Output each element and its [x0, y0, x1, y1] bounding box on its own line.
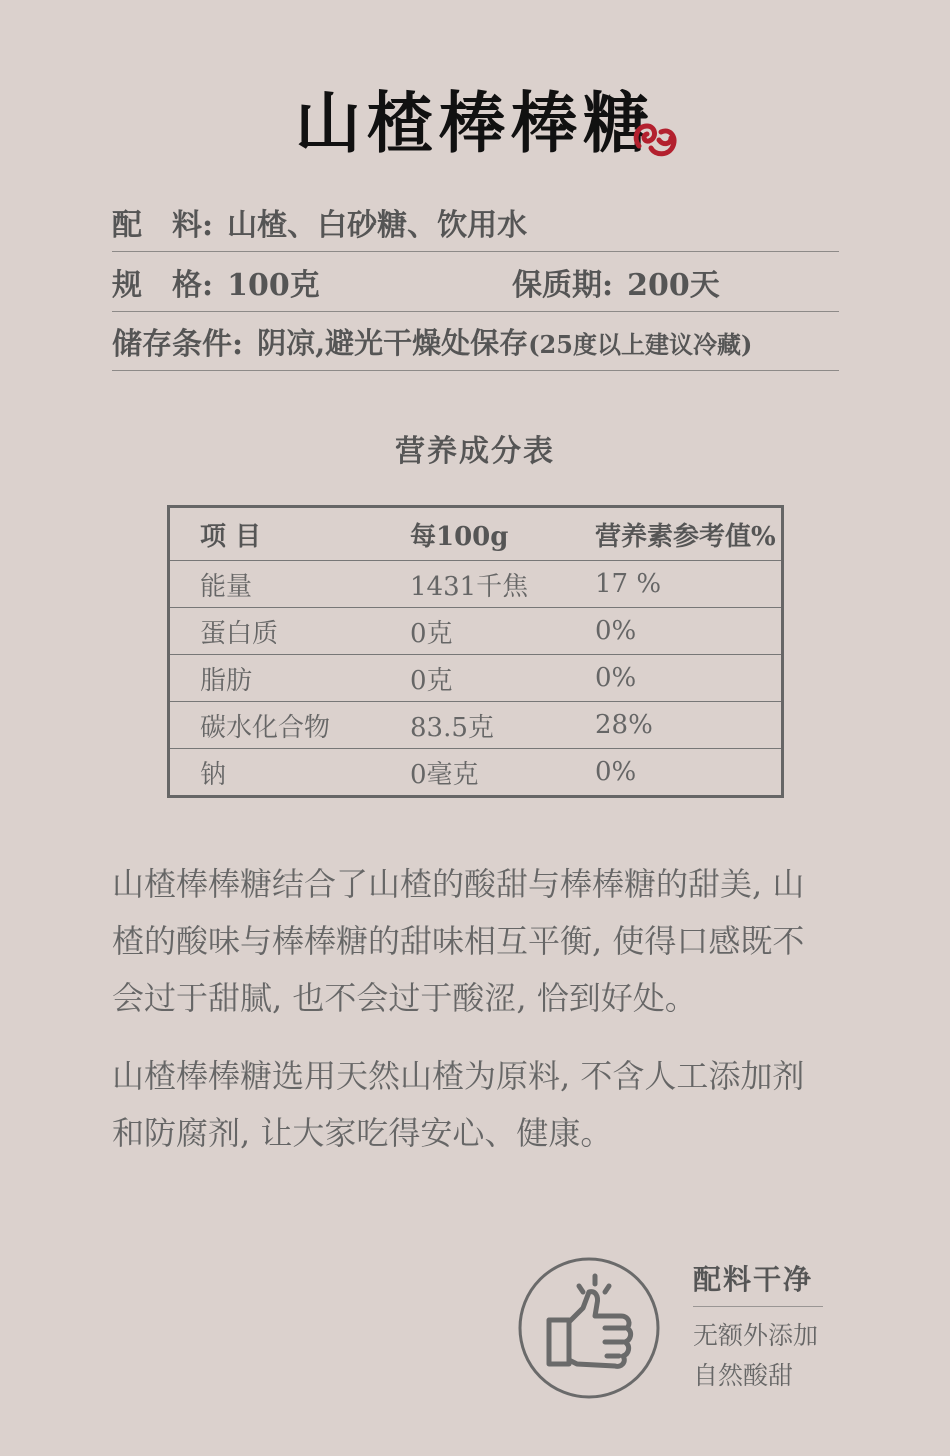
spec-row [112, 253, 839, 312]
row-amount: 0毫克 [410, 759, 479, 790]
header-item: 项 目 [200, 521, 262, 552]
shelf-value: 200天 [627, 268, 720, 303]
ingredients-row [112, 193, 839, 252]
title-text: 山楂棒棒糖 [295, 85, 655, 162]
description-paragraph-1 [112, 856, 852, 1027]
seal-icon [629, 108, 685, 164]
storage-label: 储存条件: [112, 327, 244, 362]
row-name: 钠 [200, 759, 227, 790]
page-title [295, 70, 655, 165]
row-name: 碳水化合物 [200, 712, 331, 743]
nutrition-table [167, 505, 784, 798]
row-nrv: 0% [595, 663, 637, 693]
badge-line-1: 无额外添加 [693, 1321, 819, 1350]
badge-line-2: 自然酸甜 [693, 1361, 794, 1390]
row-nrv: 0% [595, 757, 637, 787]
ingredients-label: 配 料: [112, 208, 214, 243]
spec-label: 规 格: [112, 268, 214, 303]
storage-row [112, 312, 839, 371]
row-amount: 0克 [410, 665, 453, 696]
header-per100g: 每100g [410, 521, 509, 552]
nutrition-title: 营养成分表 [395, 434, 555, 469]
desc-line: 楂的酸味与棒棒糖的甜味相互平衡, 使得口感既不 [112, 922, 805, 960]
storage-value: 阴凉,避光干燥处保存 [257, 325, 529, 360]
thumbs-up-icon [517, 1256, 661, 1400]
row-nrv: 17 % [595, 569, 662, 599]
shelf-life [512, 253, 720, 311]
row-nrv: 0% [595, 616, 637, 646]
row-amount: 83.5克 [410, 712, 494, 743]
row-name: 蛋白质 [200, 618, 279, 649]
row-name: 能量 [200, 571, 253, 602]
desc-line: 会过于甜腻, 也不会过于酸涩, 恰到好处。 [112, 979, 697, 1017]
desc-line: 和防腐剂, 让大家吃得安心、健康。 [112, 1114, 613, 1152]
header-nrv: 营养素参考值% [595, 521, 776, 552]
table-row [170, 608, 781, 655]
shelf-label: 保质期: [512, 268, 614, 303]
badge-title: 配料干净 [693, 1258, 823, 1307]
row-amount: 0克 [410, 618, 453, 649]
table-row [170, 561, 781, 608]
description-paragraph-2 [112, 1048, 852, 1162]
row-nrv: 28% [595, 710, 653, 740]
storage-note: (25度以上建议冷藏) [528, 329, 753, 359]
table-row [170, 749, 781, 795]
table-row [170, 702, 781, 749]
title-area [0, 70, 950, 165]
desc-line: 山楂棒棒糖选用天然山楂为原料, 不含人工添加剂 [112, 1057, 805, 1095]
table-header [170, 508, 781, 561]
desc-line: 山楂棒棒糖结合了山楂的酸甜与棒棒糖的甜美, 山 [112, 865, 805, 903]
row-amount: 1431千焦 [410, 571, 529, 602]
spec-value: 100克 [227, 268, 320, 303]
ingredients-value: 山楂、白砂糖、饮用水 [227, 208, 528, 243]
table-row [170, 655, 781, 702]
row-name: 脂肪 [200, 665, 253, 696]
